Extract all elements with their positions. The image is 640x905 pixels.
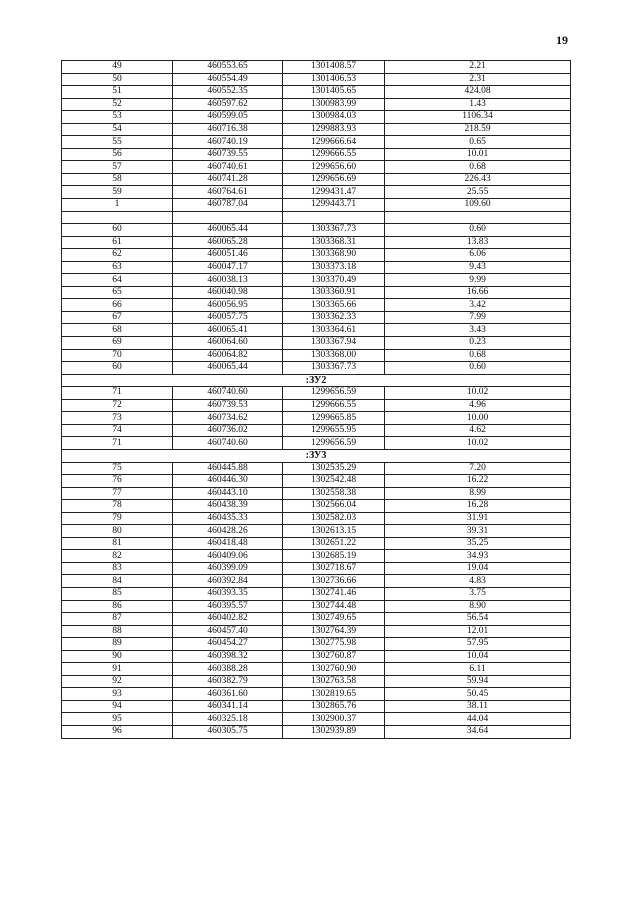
table-row bbox=[62, 688, 571, 701]
table-row bbox=[62, 349, 571, 362]
point-number-cell: 89 bbox=[62, 638, 173, 651]
table-row bbox=[62, 575, 571, 588]
distance-cell: 0.60 bbox=[385, 224, 571, 237]
distance-cell: 0.23 bbox=[385, 337, 571, 350]
y-coordinate-cell: 1302760.87 bbox=[283, 650, 385, 663]
x-coordinate-cell: 460388.28 bbox=[173, 663, 283, 676]
distance-cell: 0.68 bbox=[385, 349, 571, 362]
distance-cell: 4.83 bbox=[385, 575, 571, 588]
point-number-cell: 84 bbox=[62, 575, 173, 588]
distance-cell: 34.93 bbox=[385, 550, 571, 563]
table-row bbox=[62, 199, 571, 212]
distance-cell: 10.04 bbox=[385, 650, 571, 663]
x-coordinate-cell: 460457.40 bbox=[173, 625, 283, 638]
x-coordinate-cell: 460395.57 bbox=[173, 600, 283, 613]
table-row bbox=[62, 173, 571, 186]
x-coordinate-cell: 460305.75 bbox=[173, 725, 283, 738]
point-number-cell: 88 bbox=[62, 625, 173, 638]
distance-cell: 56.54 bbox=[385, 613, 571, 626]
point-number-cell: 70 bbox=[62, 349, 173, 362]
point-number-cell: 94 bbox=[62, 700, 173, 713]
x-coordinate-cell: 460382.79 bbox=[173, 675, 283, 688]
table-row bbox=[62, 625, 571, 638]
distance-cell: 424.08 bbox=[385, 86, 571, 99]
x-coordinate-cell: 460716.38 bbox=[173, 123, 283, 136]
x-coordinate-cell: 460409.06 bbox=[173, 550, 283, 563]
distance-cell: 34.64 bbox=[385, 725, 571, 738]
x-coordinate-cell: 460438.39 bbox=[173, 500, 283, 513]
table-row bbox=[62, 587, 571, 600]
table-row bbox=[62, 362, 571, 375]
x-coordinate-cell: 460392.84 bbox=[173, 575, 283, 588]
table-row bbox=[62, 274, 571, 287]
x-coordinate-cell: 460393.35 bbox=[173, 587, 283, 600]
table-row bbox=[62, 613, 571, 626]
point-number-cell: 68 bbox=[62, 324, 173, 337]
distance-cell: 10.01 bbox=[385, 148, 571, 161]
x-coordinate-cell: 460435.33 bbox=[173, 512, 283, 525]
y-coordinate-cell: 1302542.48 bbox=[283, 475, 385, 488]
x-coordinate-cell: 460740.60 bbox=[173, 437, 283, 450]
x-coordinate-cell: 460398.32 bbox=[173, 650, 283, 663]
point-number-cell: 74 bbox=[62, 424, 173, 437]
distance-cell: 19.04 bbox=[385, 562, 571, 575]
table-row bbox=[62, 387, 571, 400]
x-coordinate-cell: 460341.14 bbox=[173, 700, 283, 713]
empty-cell bbox=[385, 211, 571, 224]
y-coordinate-cell: 1303368.31 bbox=[283, 236, 385, 249]
distance-cell: 1106.34 bbox=[385, 111, 571, 124]
y-coordinate-cell: 1303373.18 bbox=[283, 261, 385, 274]
x-coordinate-cell: 460443.10 bbox=[173, 487, 283, 500]
empty-cell bbox=[173, 211, 283, 224]
table-row bbox=[62, 675, 571, 688]
y-coordinate-cell: 1299666.55 bbox=[283, 148, 385, 161]
table-row bbox=[62, 638, 571, 651]
distance-cell: 3.75 bbox=[385, 587, 571, 600]
point-number-cell: 1 bbox=[62, 199, 173, 212]
x-coordinate-cell: 460740.61 bbox=[173, 161, 283, 174]
table-row bbox=[62, 512, 571, 525]
table-row bbox=[62, 713, 571, 726]
y-coordinate-cell: 1299431.47 bbox=[283, 186, 385, 199]
distance-cell: 16.22 bbox=[385, 475, 571, 488]
distance-cell: 10.02 bbox=[385, 387, 571, 400]
table-row bbox=[62, 286, 571, 299]
x-coordinate-cell: 460740.60 bbox=[173, 387, 283, 400]
point-number-cell: 69 bbox=[62, 337, 173, 350]
distance-cell: 8.99 bbox=[385, 487, 571, 500]
distance-cell: 2.21 bbox=[385, 61, 571, 74]
table-row bbox=[62, 537, 571, 550]
distance-cell: 57.95 bbox=[385, 638, 571, 651]
table-row bbox=[62, 562, 571, 575]
point-number-cell: 66 bbox=[62, 299, 173, 312]
x-coordinate-cell: 460325.18 bbox=[173, 713, 283, 726]
y-coordinate-cell: 1301408.57 bbox=[283, 61, 385, 74]
y-coordinate-cell: 1300984.03 bbox=[283, 111, 385, 124]
y-coordinate-cell: 1302744.48 bbox=[283, 600, 385, 613]
y-coordinate-cell: 1302582.03 bbox=[283, 512, 385, 525]
y-coordinate-cell: 1302718.67 bbox=[283, 562, 385, 575]
distance-cell: 4.96 bbox=[385, 399, 571, 412]
table-row bbox=[62, 525, 571, 538]
distance-cell: 2.31 bbox=[385, 73, 571, 86]
point-number-cell: 77 bbox=[62, 487, 173, 500]
distance-cell: 39.31 bbox=[385, 525, 571, 538]
distance-cell: 6.06 bbox=[385, 249, 571, 262]
point-number-cell: 53 bbox=[62, 111, 173, 124]
x-coordinate-cell: 460739.55 bbox=[173, 148, 283, 161]
x-coordinate-cell: 460454.27 bbox=[173, 638, 283, 651]
x-coordinate-cell: 460399.09 bbox=[173, 562, 283, 575]
section-header-row bbox=[62, 449, 571, 462]
point-number-cell: 75 bbox=[62, 462, 173, 475]
point-number-cell: 80 bbox=[62, 525, 173, 538]
y-coordinate-cell: 1302613.15 bbox=[283, 525, 385, 538]
y-coordinate-cell: 1303367.73 bbox=[283, 362, 385, 375]
y-coordinate-cell: 1303368.00 bbox=[283, 349, 385, 362]
coordinates-table-body bbox=[62, 61, 571, 739]
point-number-cell: 96 bbox=[62, 725, 173, 738]
y-coordinate-cell: 1303367.94 bbox=[283, 337, 385, 350]
table-row bbox=[62, 299, 571, 312]
y-coordinate-cell: 1299656.59 bbox=[283, 437, 385, 450]
y-coordinate-cell: 1303360.91 bbox=[283, 286, 385, 299]
distance-cell: 0.65 bbox=[385, 136, 571, 149]
distance-cell: 10.02 bbox=[385, 437, 571, 450]
x-coordinate-cell: 460739.53 bbox=[173, 399, 283, 412]
point-number-cell: 73 bbox=[62, 412, 173, 425]
table-row bbox=[62, 700, 571, 713]
distance-cell: 0.60 bbox=[385, 362, 571, 375]
page-number: 19 bbox=[556, 33, 568, 47]
distance-cell: 7.99 bbox=[385, 311, 571, 324]
point-number-cell: 64 bbox=[62, 274, 173, 287]
x-coordinate-cell: 460787.04 bbox=[173, 199, 283, 212]
x-coordinate-cell: 460428.26 bbox=[173, 525, 283, 538]
table-row bbox=[62, 600, 571, 613]
x-coordinate-cell: 460065.28 bbox=[173, 236, 283, 249]
coordinates-table bbox=[61, 60, 571, 739]
x-coordinate-cell: 460051.46 bbox=[173, 249, 283, 262]
x-coordinate-cell: 460065.44 bbox=[173, 362, 283, 375]
table-row bbox=[62, 399, 571, 412]
table-row bbox=[62, 123, 571, 136]
distance-cell: 35.25 bbox=[385, 537, 571, 550]
point-number-cell: 60 bbox=[62, 224, 173, 237]
point-number-cell: 61 bbox=[62, 236, 173, 249]
table-row bbox=[62, 337, 571, 350]
x-coordinate-cell: 460418.48 bbox=[173, 537, 283, 550]
x-coordinate-cell: 460402.82 bbox=[173, 613, 283, 626]
table-row bbox=[62, 550, 571, 563]
y-coordinate-cell: 1301406.53 bbox=[283, 73, 385, 86]
distance-cell: 7.20 bbox=[385, 462, 571, 475]
distance-cell: 218.59 bbox=[385, 123, 571, 136]
section-title: :ЗУ2 bbox=[62, 374, 571, 387]
y-coordinate-cell: 1302741.46 bbox=[283, 587, 385, 600]
distance-cell: 8.90 bbox=[385, 600, 571, 613]
point-number-cell: 62 bbox=[62, 249, 173, 262]
table-row bbox=[62, 224, 571, 237]
point-number-cell: 71 bbox=[62, 437, 173, 450]
x-coordinate-cell: 460064.60 bbox=[173, 337, 283, 350]
point-number-cell: 79 bbox=[62, 512, 173, 525]
point-number-cell: 76 bbox=[62, 475, 173, 488]
empty-cell bbox=[62, 211, 173, 224]
table-row bbox=[62, 412, 571, 425]
table-row bbox=[62, 161, 571, 174]
y-coordinate-cell: 1302558.38 bbox=[283, 487, 385, 500]
point-number-cell: 72 bbox=[62, 399, 173, 412]
distance-cell: 13.83 bbox=[385, 236, 571, 249]
x-coordinate-cell: 460065.41 bbox=[173, 324, 283, 337]
distance-cell: 4.62 bbox=[385, 424, 571, 437]
distance-cell: 16.28 bbox=[385, 500, 571, 513]
section-header-row bbox=[62, 374, 571, 387]
distance-cell: 9.99 bbox=[385, 274, 571, 287]
y-coordinate-cell: 1303362.33 bbox=[283, 311, 385, 324]
point-number-cell: 91 bbox=[62, 663, 173, 676]
table-row bbox=[62, 462, 571, 475]
table-row bbox=[62, 86, 571, 99]
table-row bbox=[62, 650, 571, 663]
y-coordinate-cell: 1302900.37 bbox=[283, 713, 385, 726]
distance-cell: 9.43 bbox=[385, 261, 571, 274]
table-row bbox=[62, 261, 571, 274]
x-coordinate-cell: 460038.13 bbox=[173, 274, 283, 287]
point-number-cell: 93 bbox=[62, 688, 173, 701]
table-row bbox=[62, 500, 571, 513]
point-number-cell: 86 bbox=[62, 600, 173, 613]
distance-cell: 3.42 bbox=[385, 299, 571, 312]
empty-cell bbox=[283, 211, 385, 224]
table-row bbox=[62, 98, 571, 111]
y-coordinate-cell: 1302736.66 bbox=[283, 575, 385, 588]
x-coordinate-cell: 460057.75 bbox=[173, 311, 283, 324]
x-coordinate-cell: 460064.82 bbox=[173, 349, 283, 362]
table-row bbox=[62, 148, 571, 161]
distance-cell: 3.43 bbox=[385, 324, 571, 337]
point-number-cell: 83 bbox=[62, 562, 173, 575]
y-coordinate-cell: 1302819.65 bbox=[283, 688, 385, 701]
table-row bbox=[62, 186, 571, 199]
table-row bbox=[62, 475, 571, 488]
distance-cell: 31.91 bbox=[385, 512, 571, 525]
point-number-cell: 56 bbox=[62, 148, 173, 161]
x-coordinate-cell: 460446.30 bbox=[173, 475, 283, 488]
distance-cell: 25.55 bbox=[385, 186, 571, 199]
x-coordinate-cell: 460056.95 bbox=[173, 299, 283, 312]
distance-cell: 109.60 bbox=[385, 199, 571, 212]
table-row bbox=[62, 311, 571, 324]
point-number-cell: 87 bbox=[62, 613, 173, 626]
distance-cell: 0.68 bbox=[385, 161, 571, 174]
blank-separator-row bbox=[62, 211, 571, 224]
distance-cell: 16.66 bbox=[385, 286, 571, 299]
distance-cell: 12.01 bbox=[385, 625, 571, 638]
y-coordinate-cell: 1302651.22 bbox=[283, 537, 385, 550]
table-row bbox=[62, 663, 571, 676]
y-coordinate-cell: 1299666.64 bbox=[283, 136, 385, 149]
table-row bbox=[62, 424, 571, 437]
point-number-cell: 81 bbox=[62, 537, 173, 550]
y-coordinate-cell: 1302749.65 bbox=[283, 613, 385, 626]
x-coordinate-cell: 460445.88 bbox=[173, 462, 283, 475]
y-coordinate-cell: 1299443.71 bbox=[283, 199, 385, 212]
point-number-cell: 71 bbox=[62, 387, 173, 400]
y-coordinate-cell: 1299666.55 bbox=[283, 399, 385, 412]
y-coordinate-cell: 1299656.69 bbox=[283, 173, 385, 186]
x-coordinate-cell: 460597.62 bbox=[173, 98, 283, 111]
distance-cell: 44.04 bbox=[385, 713, 571, 726]
distance-cell: 38.11 bbox=[385, 700, 571, 713]
y-coordinate-cell: 1302685.19 bbox=[283, 550, 385, 563]
y-coordinate-cell: 1302939.89 bbox=[283, 725, 385, 738]
point-number-cell: 52 bbox=[62, 98, 173, 111]
distance-cell: 59.94 bbox=[385, 675, 571, 688]
table-row bbox=[62, 236, 571, 249]
distance-cell: 1.43 bbox=[385, 98, 571, 111]
x-coordinate-cell: 460599.05 bbox=[173, 111, 283, 124]
distance-cell: 50.45 bbox=[385, 688, 571, 701]
y-coordinate-cell: 1299656.60 bbox=[283, 161, 385, 174]
table-row bbox=[62, 61, 571, 74]
point-number-cell: 57 bbox=[62, 161, 173, 174]
x-coordinate-cell: 460734.62 bbox=[173, 412, 283, 425]
point-number-cell: 58 bbox=[62, 173, 173, 186]
point-number-cell: 92 bbox=[62, 675, 173, 688]
point-number-cell: 51 bbox=[62, 86, 173, 99]
point-number-cell: 55 bbox=[62, 136, 173, 149]
point-number-cell: 65 bbox=[62, 286, 173, 299]
point-number-cell: 63 bbox=[62, 261, 173, 274]
x-coordinate-cell: 460553.65 bbox=[173, 61, 283, 74]
point-number-cell: 60 bbox=[62, 362, 173, 375]
distance-cell: 6.11 bbox=[385, 663, 571, 676]
y-coordinate-cell: 1299656.59 bbox=[283, 387, 385, 400]
x-coordinate-cell: 460554.49 bbox=[173, 73, 283, 86]
y-coordinate-cell: 1302760.90 bbox=[283, 663, 385, 676]
y-coordinate-cell: 1303368.90 bbox=[283, 249, 385, 262]
section-title: :ЗУ3 bbox=[62, 449, 571, 462]
y-coordinate-cell: 1303367.73 bbox=[283, 224, 385, 237]
y-coordinate-cell: 1302535.29 bbox=[283, 462, 385, 475]
x-coordinate-cell: 460047.17 bbox=[173, 261, 283, 274]
distance-cell: 226.43 bbox=[385, 173, 571, 186]
table-row bbox=[62, 249, 571, 262]
x-coordinate-cell: 460040.98 bbox=[173, 286, 283, 299]
y-coordinate-cell: 1302764.39 bbox=[283, 625, 385, 638]
point-number-cell: 67 bbox=[62, 311, 173, 324]
x-coordinate-cell: 460736.02 bbox=[173, 424, 283, 437]
x-coordinate-cell: 460552.35 bbox=[173, 86, 283, 99]
table-row bbox=[62, 136, 571, 149]
x-coordinate-cell: 460740.19 bbox=[173, 136, 283, 149]
table-row bbox=[62, 73, 571, 86]
table-row bbox=[62, 111, 571, 124]
x-coordinate-cell: 460065.44 bbox=[173, 224, 283, 237]
point-number-cell: 90 bbox=[62, 650, 173, 663]
table-row bbox=[62, 725, 571, 738]
y-coordinate-cell: 1303365.66 bbox=[283, 299, 385, 312]
y-coordinate-cell: 1303370.49 bbox=[283, 274, 385, 287]
y-coordinate-cell: 1299655.95 bbox=[283, 424, 385, 437]
y-coordinate-cell: 1299665.85 bbox=[283, 412, 385, 425]
y-coordinate-cell: 1302763.58 bbox=[283, 675, 385, 688]
y-coordinate-cell: 1301405.65 bbox=[283, 86, 385, 99]
point-number-cell: 49 bbox=[62, 61, 173, 74]
table-row bbox=[62, 324, 571, 337]
point-number-cell: 59 bbox=[62, 186, 173, 199]
x-coordinate-cell: 460741.28 bbox=[173, 173, 283, 186]
point-number-cell: 82 bbox=[62, 550, 173, 563]
point-number-cell: 85 bbox=[62, 587, 173, 600]
point-number-cell: 54 bbox=[62, 123, 173, 136]
distance-cell: 10.00 bbox=[385, 412, 571, 425]
point-number-cell: 78 bbox=[62, 500, 173, 513]
table-row bbox=[62, 487, 571, 500]
y-coordinate-cell: 1300983.99 bbox=[283, 98, 385, 111]
y-coordinate-cell: 1299883.93 bbox=[283, 123, 385, 136]
point-number-cell: 50 bbox=[62, 73, 173, 86]
y-coordinate-cell: 1303364.61 bbox=[283, 324, 385, 337]
y-coordinate-cell: 1302566.04 bbox=[283, 500, 385, 513]
x-coordinate-cell: 460764.61 bbox=[173, 186, 283, 199]
y-coordinate-cell: 1302865.76 bbox=[283, 700, 385, 713]
x-coordinate-cell: 460361.60 bbox=[173, 688, 283, 701]
table-row bbox=[62, 437, 571, 450]
y-coordinate-cell: 1302775.98 bbox=[283, 638, 385, 651]
point-number-cell: 95 bbox=[62, 713, 173, 726]
